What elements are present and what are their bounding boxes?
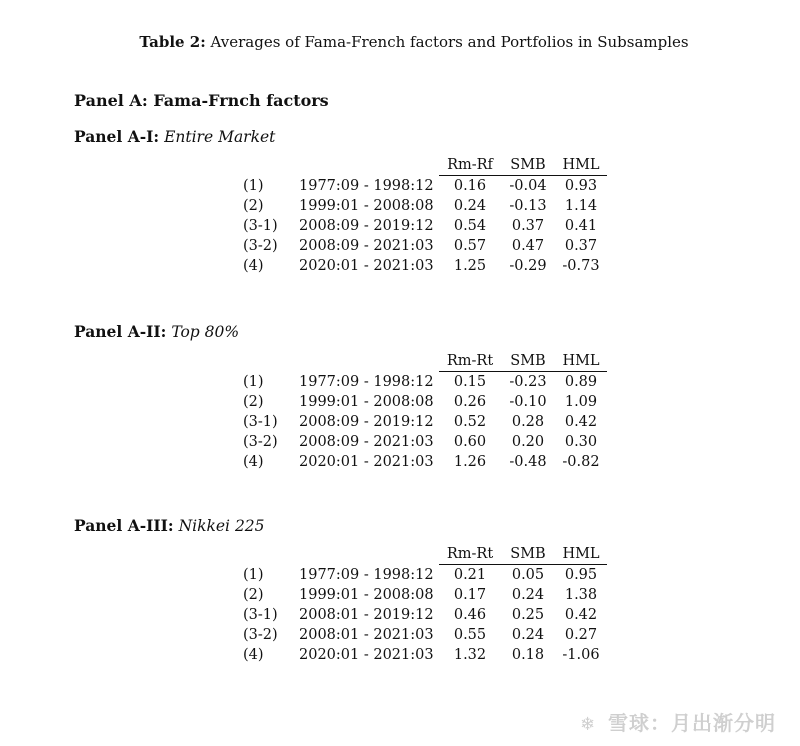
column-header: HML	[555, 351, 607, 372]
table-row	[237, 432, 607, 452]
column-header: SMB	[501, 351, 555, 372]
row-id: (2)	[243, 394, 264, 410]
cell-value: 0.20	[511, 434, 545, 450]
table-row	[237, 372, 607, 393]
table-header-row	[237, 544, 607, 565]
cell-value: -0.73	[562, 258, 600, 274]
table-row	[237, 625, 607, 645]
cell-value: 1.26	[453, 454, 487, 470]
column-header: Rm-Rf	[439, 155, 501, 176]
cell-value: 0.37	[564, 238, 598, 254]
panel-a2-heading	[74, 322, 239, 341]
cell-value: 0.57	[453, 238, 487, 254]
cell-value: 1.09	[564, 394, 598, 410]
cell-value: -0.23	[509, 374, 547, 390]
table-row	[237, 452, 607, 472]
cell-value: -0.04	[509, 178, 547, 194]
row-period: 1977:09 - 1998:12	[299, 566, 434, 583]
row-id: (4)	[243, 647, 264, 663]
row-id: (3-2)	[243, 627, 278, 643]
row-period: 2020:01 - 2021:03	[299, 647, 434, 663]
column-header: Rm-Rt	[439, 544, 501, 565]
panel-a2-table	[237, 351, 607, 472]
row-id: (2)	[243, 198, 264, 214]
table-row	[237, 216, 607, 236]
cell-value: 0.52	[453, 414, 487, 430]
cell-value: 1.32	[453, 647, 487, 663]
cell-value: 0.60	[453, 434, 487, 450]
cell-value: 1.25	[453, 258, 487, 274]
cell-value: 0.18	[511, 647, 545, 663]
row-period: 2008:01 - 2021:03	[299, 627, 434, 643]
panel-a1-table	[237, 155, 607, 276]
cell-value: -0.48	[509, 454, 547, 470]
row-period: 2008:01 - 2019:12	[299, 607, 434, 623]
cell-value: 0.21	[453, 567, 487, 583]
row-id: (3-2)	[243, 434, 278, 450]
panel-a-heading: Panel A: Fama-Frnch factors	[74, 91, 329, 110]
cell-value: 1.38	[564, 587, 598, 603]
cell-value: 0.28	[511, 414, 545, 430]
watermark	[580, 707, 776, 736]
row-period: 1999:01 - 2008:08	[299, 198, 434, 214]
row-period: 1977:09 - 1998:12	[299, 177, 434, 194]
cell-value: 0.93	[564, 178, 598, 194]
row-id: (2)	[243, 587, 264, 603]
cell-value: 0.05	[511, 567, 545, 583]
cell-value: 1.14	[564, 198, 598, 214]
row-id: (3-1)	[243, 414, 278, 430]
table-row	[237, 392, 607, 412]
cell-value: 0.24	[453, 198, 487, 214]
cell-value: 0.26	[453, 394, 487, 410]
row-id: (4)	[243, 454, 264, 470]
cell-value: 0.46	[453, 607, 487, 623]
table-row	[237, 256, 607, 276]
cell-value: 0.16	[453, 178, 487, 194]
table-row	[237, 585, 607, 605]
row-id: (1)	[243, 566, 264, 583]
cell-value: -0.10	[509, 394, 547, 410]
cell-value: 0.15	[453, 374, 487, 390]
table-title-label: Table 2:	[139, 33, 206, 51]
row-id: (1)	[243, 373, 264, 390]
row-period: 1977:09 - 1998:12	[299, 373, 434, 390]
row-id: (3-1)	[243, 218, 278, 234]
panel-a1-subtitle: Entire Market	[164, 128, 276, 146]
table-title	[0, 33, 800, 51]
table-row	[237, 196, 607, 216]
panel-a3-label: Panel A-III:	[74, 516, 174, 535]
row-period: 1999:01 - 2008:08	[299, 587, 434, 603]
column-header: SMB	[501, 544, 555, 565]
cell-value: 0.54	[453, 218, 487, 234]
table-row	[237, 412, 607, 432]
row-period: 2020:01 - 2021:03	[299, 258, 434, 274]
table-row	[237, 565, 607, 586]
cell-value: 0.42	[564, 607, 598, 623]
row-period: 2020:01 - 2021:03	[299, 454, 434, 470]
cell-value: 0.24	[511, 587, 545, 603]
watermark-text: 雪球：月出渐分明	[608, 711, 776, 735]
cell-value: 0.41	[564, 218, 598, 234]
row-period: 2008:09 - 2019:12	[299, 218, 434, 234]
panel-a2-label: Panel A-II:	[74, 322, 167, 341]
panel-a1-label: Panel A-I:	[74, 127, 160, 146]
column-header: HML	[555, 155, 607, 176]
table-row	[237, 176, 607, 197]
cell-value: 0.47	[511, 238, 545, 254]
panel-a1-heading	[74, 127, 275, 146]
row-id: (3-1)	[243, 607, 278, 623]
cell-value: 0.17	[453, 587, 487, 603]
row-period: 2008:09 - 2021:03	[299, 434, 434, 450]
cell-value: -0.82	[562, 454, 600, 470]
cell-value: 0.95	[564, 567, 598, 583]
cell-value: 0.27	[564, 627, 598, 643]
cell-value: 0.55	[453, 627, 487, 643]
row-period: 2008:09 - 2021:03	[299, 238, 434, 254]
table-row	[237, 236, 607, 256]
row-id: (3-2)	[243, 238, 278, 254]
panel-a2-subtitle: Top 80%	[171, 323, 240, 341]
cell-value: 0.25	[511, 607, 545, 623]
row-period: 2008:09 - 2019:12	[299, 414, 434, 430]
table-title-text: Averages of Fama-French factors and Portfolios in Subsamples	[210, 33, 689, 51]
snowball-logo-icon: ❄	[579, 714, 597, 735]
table-row	[237, 645, 607, 665]
cell-value: -0.13	[509, 198, 547, 214]
cell-value: 0.30	[564, 434, 598, 450]
column-header: SMB	[501, 155, 555, 176]
row-period: 1999:01 - 2008:08	[299, 394, 434, 410]
table-header-row	[237, 155, 607, 176]
table-header-row	[237, 351, 607, 372]
cell-value: 0.37	[511, 218, 545, 234]
column-header: Rm-Rt	[439, 351, 501, 372]
panel-a3-subtitle: Nikkei 225	[178, 517, 265, 535]
cell-value: -1.06	[562, 647, 600, 663]
cell-value: 0.24	[511, 627, 545, 643]
cell-value: 0.42	[564, 414, 598, 430]
row-id: (4)	[243, 258, 264, 274]
cell-value: 0.89	[564, 374, 598, 390]
table-row	[237, 605, 607, 625]
column-header: HML	[555, 544, 607, 565]
cell-value: -0.29	[509, 258, 547, 274]
panel-a3-heading	[74, 516, 265, 535]
row-id: (1)	[243, 177, 264, 194]
panel-a3-table	[237, 544, 607, 665]
